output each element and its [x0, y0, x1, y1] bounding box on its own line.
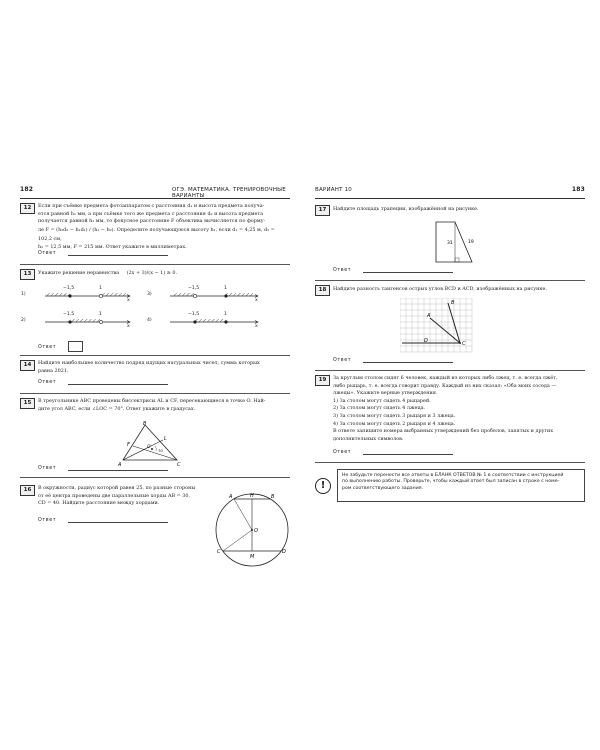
axis-label: x	[255, 298, 258, 303]
notice-line: по выполнению работы. Проверьте, чтобы каждый ответ был записан в строке с номе-	[342, 479, 560, 485]
axis-label: x	[127, 298, 130, 303]
task-text	[38, 360, 290, 375]
axis-label: x	[127, 324, 130, 329]
tick-label: 1	[224, 312, 227, 317]
answer-field[interactable]	[68, 470, 168, 471]
task-number: 12	[20, 203, 35, 214]
side-label-19: 19	[468, 240, 474, 245]
label-C: C	[462, 341, 466, 347]
notice-line: ром соответствующего задания.	[342, 485, 424, 491]
task-line: Найдите наибольшее количество подряд идущих натуральных чисел, сумма которых	[38, 360, 260, 366]
answer-label: Ответ	[38, 251, 57, 256]
task-line: ется равной h₁ мм, а при съёмке того же предмета с расстояния d₂ и высота предмета	[38, 210, 264, 217]
answer-box[interactable]	[68, 341, 83, 352]
label-O: O	[147, 445, 151, 450]
label-A: A	[229, 494, 233, 500]
statement-1: 1) За столом могут сидеть 4 рыцарей.	[333, 397, 431, 404]
task-line: дополнительных символов.	[333, 435, 404, 442]
answer-field[interactable]	[363, 454, 453, 455]
option-label: 4)	[147, 318, 152, 323]
option-1[interactable]	[45, 293, 130, 298]
task-line: CD = 40. Найдите расстояние между хордами.	[38, 500, 160, 507]
label-C: C	[217, 549, 221, 555]
task-text	[38, 270, 290, 278]
running-head: ВАРИАНТ 10	[315, 187, 352, 193]
grid-figure	[400, 298, 474, 354]
task-separator	[20, 393, 290, 394]
task-text: Найдите площадь трапеции, изображённой на рисунке.	[333, 206, 479, 212]
answer-field[interactable]	[68, 255, 168, 256]
task-13	[20, 269, 290, 283]
answer-12	[38, 251, 168, 256]
tick-label: 1	[99, 312, 102, 317]
answer-18	[333, 358, 453, 363]
statement-3: 3) За столом могут сидеть 3 рыцаря и 3 лжеца.	[333, 412, 456, 419]
answer-field[interactable]	[68, 522, 168, 523]
task-line: h₂ = 12,5 мм, F = 215 мм. Ответ укажите в миллиметрах.	[38, 243, 187, 250]
answer-16	[38, 518, 168, 523]
label-H: H	[250, 493, 254, 499]
label-F: F	[127, 442, 130, 448]
label-M: M	[250, 554, 255, 560]
task-number: 14	[20, 360, 35, 371]
notice-line: Не забудьте перенести все ответы в БЛАНК ОТВЕТОВ № 1 в соответствии с инструкцией	[342, 473, 564, 478]
task-text	[38, 203, 290, 251]
task-number: 17	[315, 205, 330, 216]
answer-field[interactable]	[363, 272, 453, 273]
statement-2: 2) За столом могут сидеть 4 лжеца.	[333, 405, 425, 412]
label-angle: 70	[158, 448, 163, 453]
axis-label: x	[255, 324, 258, 329]
notice-icon: !	[315, 478, 331, 494]
task-prompt: Укажите решение неравенства	[38, 270, 120, 276]
answer-14	[38, 380, 168, 385]
label-B: B	[451, 300, 455, 306]
option-label: 3)	[147, 292, 152, 297]
option-label: 1)	[21, 292, 26, 297]
notice-text	[342, 473, 582, 492]
task-separator	[315, 462, 585, 463]
option-2[interactable]	[45, 319, 130, 324]
label-O: O	[254, 528, 258, 534]
answer-label: Ответ	[38, 345, 57, 350]
task-text	[333, 375, 585, 443]
header-rule	[20, 198, 290, 199]
task-14	[20, 360, 290, 378]
task-line: лжецы». Укажите верные утверждения.	[333, 390, 438, 397]
task-17	[315, 205, 585, 215]
option-3[interactable]	[170, 293, 258, 298]
task-text: Найдите разность тангенсов острых углов BCD и ACD, изображённых на рисунке.	[333, 286, 547, 292]
left-header	[20, 187, 290, 197]
task-separator	[315, 370, 585, 371]
answer-label: Ответ	[333, 358, 352, 363]
answer-label: Ответ	[333, 450, 352, 455]
label-D: D	[424, 338, 428, 344]
side-label-31: 31	[447, 241, 453, 246]
tick-label: −1,5	[63, 286, 75, 291]
task-line: дите угол ABC, если ∠LOC = 70°. Ответ укажите в градусах.	[38, 405, 196, 412]
notice-box	[337, 469, 585, 502]
task-16	[20, 485, 205, 513]
answer-field[interactable]	[363, 362, 453, 363]
answer-label: Ответ	[38, 466, 57, 471]
task-text	[38, 398, 290, 413]
label-B: B	[271, 494, 275, 500]
task-19	[315, 375, 585, 447]
right-page	[300, 0, 600, 750]
answer-17	[333, 268, 453, 273]
task-number: 13	[20, 269, 35, 280]
statement-4: 4) За столом могут сидеть 2 рыцаря и 4 лжеца.	[333, 420, 456, 427]
task-separator	[20, 264, 290, 265]
task-line: ле F = (h₂d₂ − h₁d₁) / (h₁ − h₂). Определите получающуюся высоту h₁, если d₁ = 4,25 м, d₂ = 102,2 см,	[38, 226, 275, 242]
trapezoid-figure	[430, 218, 490, 268]
task-number: 15	[20, 398, 35, 409]
inequality: (2x + 3)/(x − 1) ≥ 0.	[126, 270, 178, 276]
label-D: D	[282, 549, 286, 555]
task-separator	[20, 477, 290, 478]
running-head: ОГЭ. МАТЕМАТИКА. ТРЕНИРОВОЧНЫЕ ВАРИАНТЫ	[172, 187, 286, 199]
triangle-figure	[115, 421, 185, 467]
task-number: 19	[315, 375, 330, 386]
label-A: A	[118, 462, 122, 467]
task-number: 18	[315, 285, 330, 296]
answer-19	[333, 450, 453, 455]
circle-figure	[210, 488, 294, 572]
label-A: A	[427, 313, 431, 319]
tick-label: −1,5	[188, 286, 200, 291]
task-text	[38, 485, 208, 508]
answer-label: Ответ	[38, 380, 57, 385]
label-C: C	[177, 462, 181, 467]
task-18	[315, 285, 585, 295]
answer-label: Ответ	[333, 268, 352, 273]
tick-label: 1	[224, 286, 227, 291]
task-line: получается равной h₂ мм, то фокусное расстояние F объектива вычисляется по форму-	[38, 218, 266, 225]
task-line: Если при съёмке предмета фотоаппаратом с расстояния d₁ и высота предмета получа-	[38, 203, 265, 209]
number-line-options	[20, 284, 290, 332]
task-line: В треугольнике ABC проведены биссектрисы AL и CF, пересекающиеся в точке O. Най-	[38, 398, 266, 404]
answer-field[interactable]	[68, 384, 168, 385]
tick-label: 1	[99, 286, 102, 291]
task-15	[20, 398, 290, 416]
option-4[interactable]	[170, 319, 258, 324]
label-B: B	[143, 421, 147, 427]
tick-label: −1,5	[63, 312, 75, 317]
right-header	[315, 187, 585, 197]
page-number: 183	[571, 186, 585, 193]
task-line: либо рыцарь, т. е. всегда говорит правду. Каждый из них сказал: «Оба моих соседа —	[333, 382, 557, 389]
answer-15	[38, 466, 168, 471]
task-line: В ответе запишите номера выбранных утверждений без пробелов, запятых и других	[333, 428, 554, 435]
task-line: В окружности, радиус которой равен 25, по разные стороны	[38, 485, 196, 491]
label-L: L	[164, 436, 167, 442]
task-separator	[20, 355, 290, 356]
option-label: 2)	[21, 318, 26, 323]
tick-label: −1,5	[188, 312, 200, 317]
task-number: 16	[20, 485, 35, 496]
answer-13	[38, 341, 83, 352]
task-separator	[315, 280, 585, 281]
task-line: За круглым столом сидят 6 человек, каждый из которых либо лжец, т. е. всегда лжёт,	[333, 375, 558, 381]
header-rule	[315, 198, 585, 199]
task-line: от её центра проведены две параллельные хорды AB = 30,	[38, 492, 191, 499]
task-line: равна 2021.	[38, 367, 69, 374]
answer-label: Ответ	[38, 518, 57, 523]
page-number: 182	[20, 186, 34, 193]
